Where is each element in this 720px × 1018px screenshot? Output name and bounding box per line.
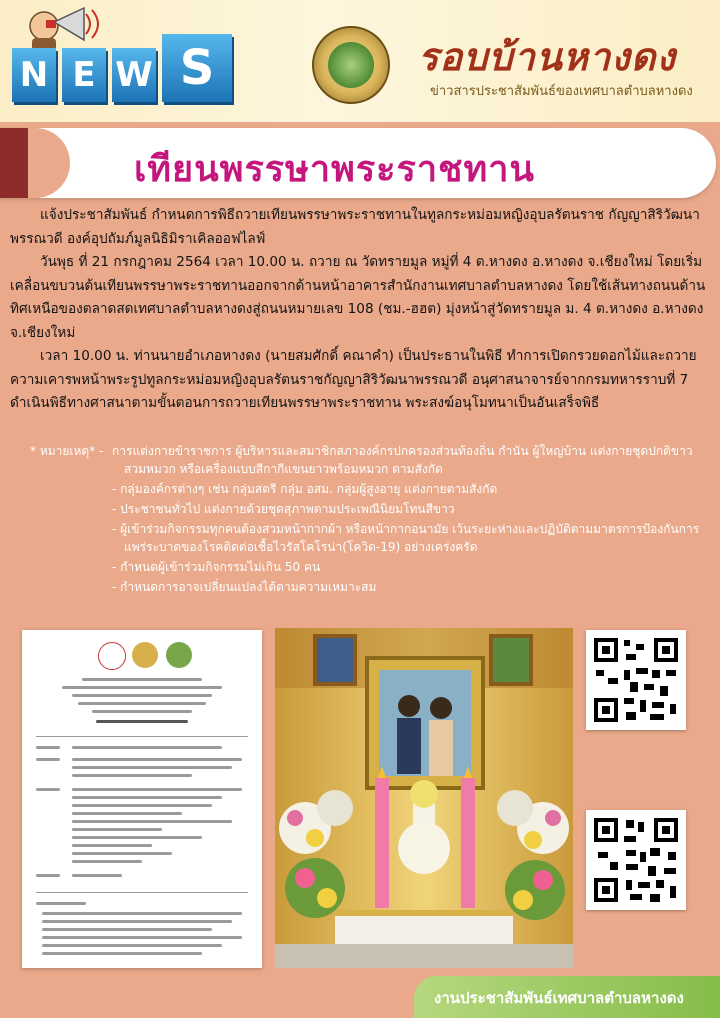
news-tile-w: W xyxy=(112,48,156,102)
qr-code-2[interactable] xyxy=(586,810,686,910)
news-logo xyxy=(6,4,242,118)
masthead-tagline: ข่าวสารประชาสัมพันธ์ของเทศบาลตำบลหางดง xyxy=(430,84,693,99)
doc-logo-seal-icon xyxy=(132,642,158,668)
article-body xyxy=(10,204,710,416)
remark-item: การแต่งกายข้าราชการ ผู้บริหารและสมาชิกสภาองค์กรปกครองส่วนท้องถิ่น กำนัน ผู้ใหญ่บ้าน แต่งกายชุดปกติขาวสวมหมวก หรือเครื่องแบบสีกากีแขนยาวพร้อมหมวก ตามสังกัด xyxy=(112,444,693,476)
qr-code-1[interactable] xyxy=(586,630,686,730)
remark-item: - ประชาชนทั่วไป แต่งกายด้วยชุดสุภาพตามประเพณีนิยมโทนสีขาว xyxy=(112,502,455,516)
doc-logo-mol-icon xyxy=(98,642,126,670)
municipality-seal xyxy=(312,26,390,104)
remark-item: - ผู้เข้าร่วมกิจกรรมทุกคนต้องสวมหน้ากากผ้า หรือหน้ากากอนามัย เว้นระยะห่างและปฏิบัติตามมาตรการป้องกันการแพร่ระบาดของโรคติดต่อเชื้อไวรัสโคโรน่า(โควิด-19) อย่างเคร่งครัด xyxy=(112,522,700,554)
seal-emblem-icon xyxy=(328,42,374,88)
remark-item: - กลุ่มองค์กรต่างๆ เช่น กลุ่มสตรี กลุ่ม อสม. กลุ่มผู้สูงอายุ แต่งกายตามสังกัด xyxy=(112,482,498,496)
doc-logo-municipal-icon xyxy=(166,642,192,668)
remarks-list xyxy=(112,442,710,598)
qr-code-icon xyxy=(586,630,686,730)
ceremony-photo[interactable] xyxy=(275,628,573,968)
masthead-title: รอบบ้านหางดง xyxy=(418,35,676,79)
royal-portrait-altar-image xyxy=(275,628,573,968)
news-tile-s: S xyxy=(162,34,232,102)
article-paragraph: เวลา 10.00 น. ท่านนายอำเภอหางดง (นายสมศักดิ์ คณาคำ) เป็นประธานในพิธี ทำการเปิดกรวยดอกไม้และถวายความเคารพหน้าพระรูปทูลกระหม่อมหญิงอุบลรัตนราชกัญญาสิริวัฒนาพรรณวดี อนุศาสนาจารย์จากกรมทหารราบที่ 7 ดำเนินพิธีทางศาสนาตามขั้นตอนการถวายเทียนพรรษาพระราชทาน พระสงฆ์อนุโมทนาเป็นอันเสร็จพิธี xyxy=(10,348,697,411)
remark-item: - กำหนดการอาจเปลี่ยนแปลงได้ตามความเหมาะสม xyxy=(112,580,377,594)
remarks-label: * หมายเหตุ* - xyxy=(30,444,104,458)
article-paragraph: แจ้งประชาสัมพันธ์ กำหนดการพิธีถวายเทียนพรรษาพระราชทานในทูลกระหม่อมหญิงอุบลรัตนราช กัญญาสิริวัฒนาพรรณวดี องค์อุปถัมภ์มูลนิธิมิราเคิลออฟไลฟ์ xyxy=(10,207,700,247)
title-accent-bar xyxy=(0,128,28,198)
schedule-document-thumbnail[interactable] xyxy=(22,630,262,968)
footer-text: งานประชาสัมพันธ์เทศบาลตำบลหางดง xyxy=(434,989,684,1007)
remark-item: - กำหนดผู้เข้าร่วมกิจกรรมไม่เกิน 50 คน xyxy=(112,560,321,574)
news-tile-n: N xyxy=(12,48,56,102)
article-title: เทียนพรรษาพระราชทาน xyxy=(134,149,536,190)
qr-code-icon xyxy=(586,810,686,910)
article-paragraph: วันพุธ ที่ 21 กรกฎาคม 2564 เวลา 10.00 น. ถวาย ณ วัดทรายมูล หมู่ที่ 4 ต.หางดง อ.หางดง จ.เชียงใหม่ โดยเริ่มเคลื่อนขบวนต้นเทียนพรรษาพระราชทานออกจากด้านหน้าอาคารสำนักงานเทศบาลตำบลหางดง โดยใช้เส้นทางถนนด้านทิศเหนือของตลาดสดเทศบาลตำบลหางดงสู่ถนนหมายเลข 108 (ชม.-ฮฮต) มุ่งหน้าสู่วัดทรายมูล ม. 4 ต.หางดง อ.หางดง จ.เชียงใหม่ xyxy=(10,254,706,341)
news-tile-e: E xyxy=(62,48,106,102)
